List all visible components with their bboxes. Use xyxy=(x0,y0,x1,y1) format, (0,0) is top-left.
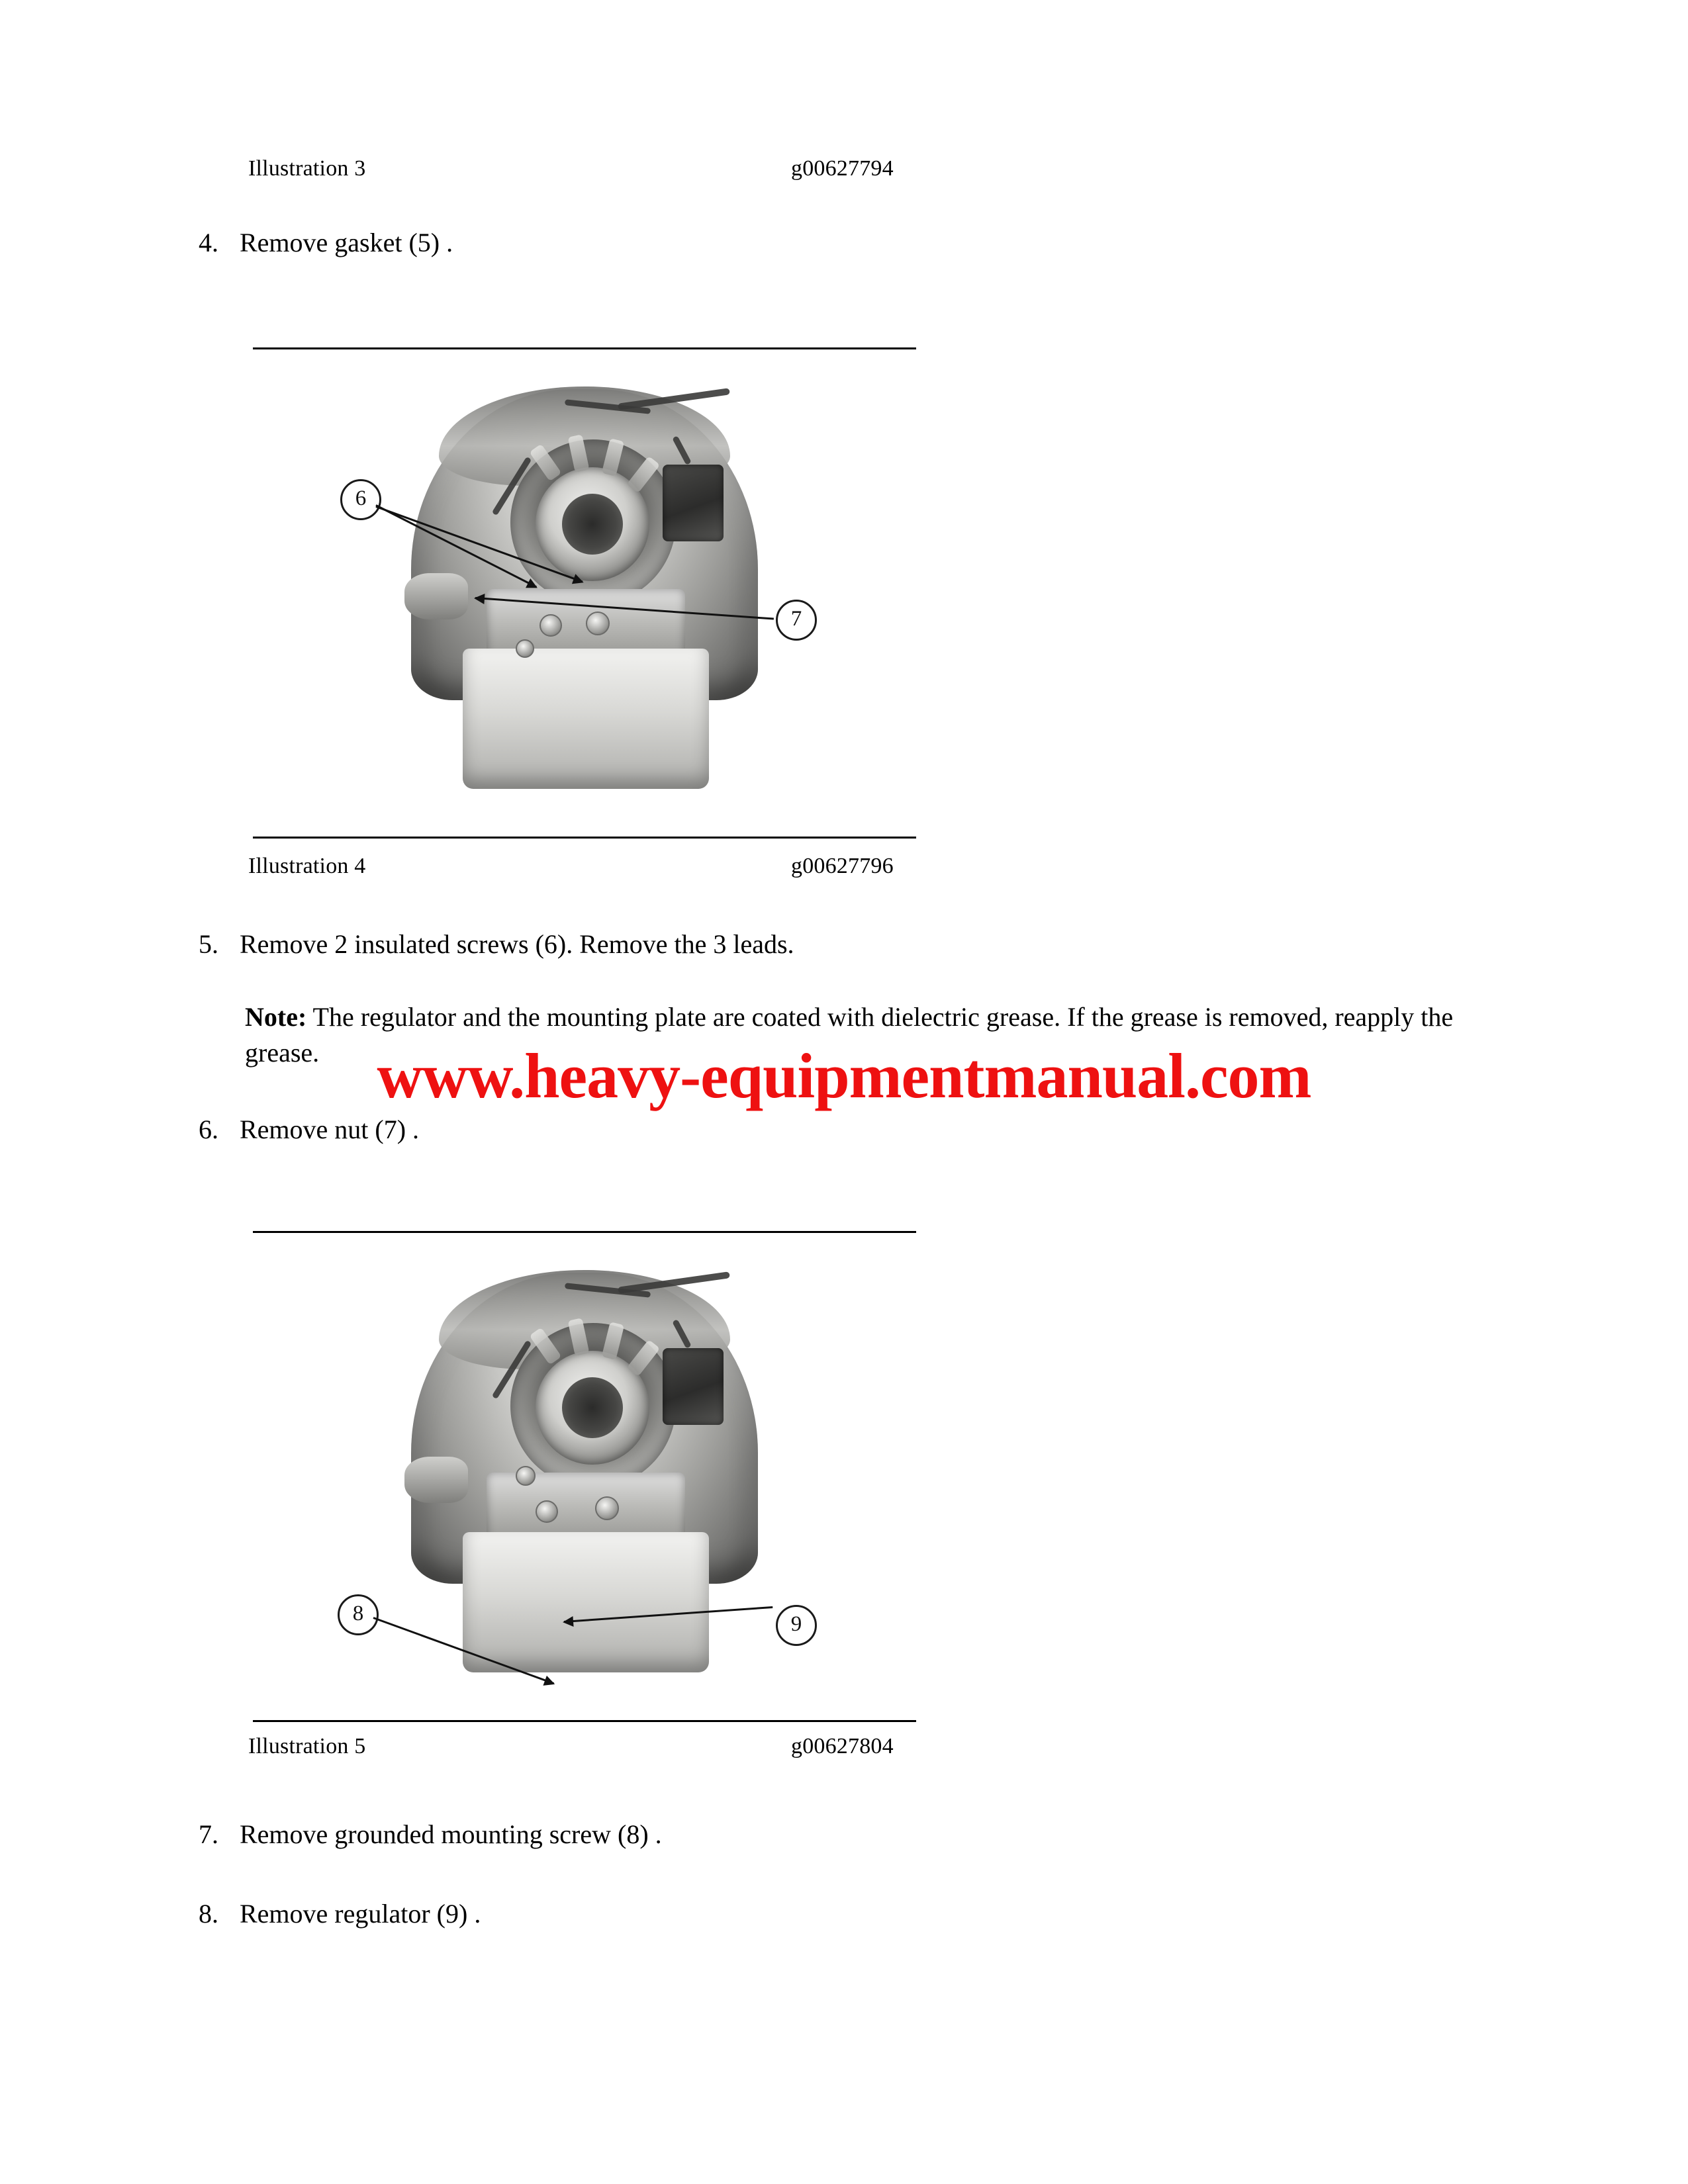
callout-7: 7 xyxy=(776,600,817,641)
caption-label: Illustration 4 xyxy=(248,854,366,878)
step-number: 5. xyxy=(199,929,218,959)
caption-id: g00627794 xyxy=(791,156,894,181)
list-item xyxy=(199,1896,1456,1932)
figure-illustration-4 xyxy=(253,347,916,839)
step-text: Remove grounded mounting screw (8) . xyxy=(240,1819,662,1849)
caption-id: g00627796 xyxy=(791,854,894,878)
list-item xyxy=(199,927,1489,962)
figure-illustration-5 xyxy=(253,1231,916,1722)
watermark: www.heavy-equipmentmanual.com xyxy=(377,1040,1311,1111)
callout-9: 9 xyxy=(776,1605,817,1646)
figure-caption xyxy=(248,156,894,181)
note-text: The regulator and the mounting plate are coated with dielectric grease. If the grease is removed, reapply the grease. xyxy=(245,1002,1454,1068)
callout-6: 6 xyxy=(340,479,381,520)
step-number: 7. xyxy=(199,1819,218,1849)
step-number: 8. xyxy=(199,1899,218,1929)
list-item xyxy=(199,225,1456,261)
step-text: Remove regulator (9) . xyxy=(240,1899,481,1929)
caption-id: g00627804 xyxy=(791,1734,894,1758)
step-text: Remove gasket (5) . xyxy=(240,228,453,257)
list-item xyxy=(199,1112,1456,1148)
step-text: Remove nut (7) . xyxy=(240,1115,420,1144)
caption-label: Illustration 3 xyxy=(248,156,366,181)
alternator-photo-1 xyxy=(399,384,770,801)
note-label: Note: xyxy=(245,1002,307,1032)
step-number: 6. xyxy=(199,1115,218,1144)
step-text: Remove 2 insulated screws (6). Remove the 3 leads. xyxy=(240,929,794,959)
figure-caption xyxy=(248,854,894,879)
callout-8: 8 xyxy=(338,1594,379,1635)
alternator-photo-2 xyxy=(399,1267,770,1684)
step-number: 4. xyxy=(199,228,218,257)
list-item xyxy=(199,1817,1456,1852)
figure-caption xyxy=(248,1734,894,1759)
caption-label: Illustration 5 xyxy=(248,1734,366,1758)
